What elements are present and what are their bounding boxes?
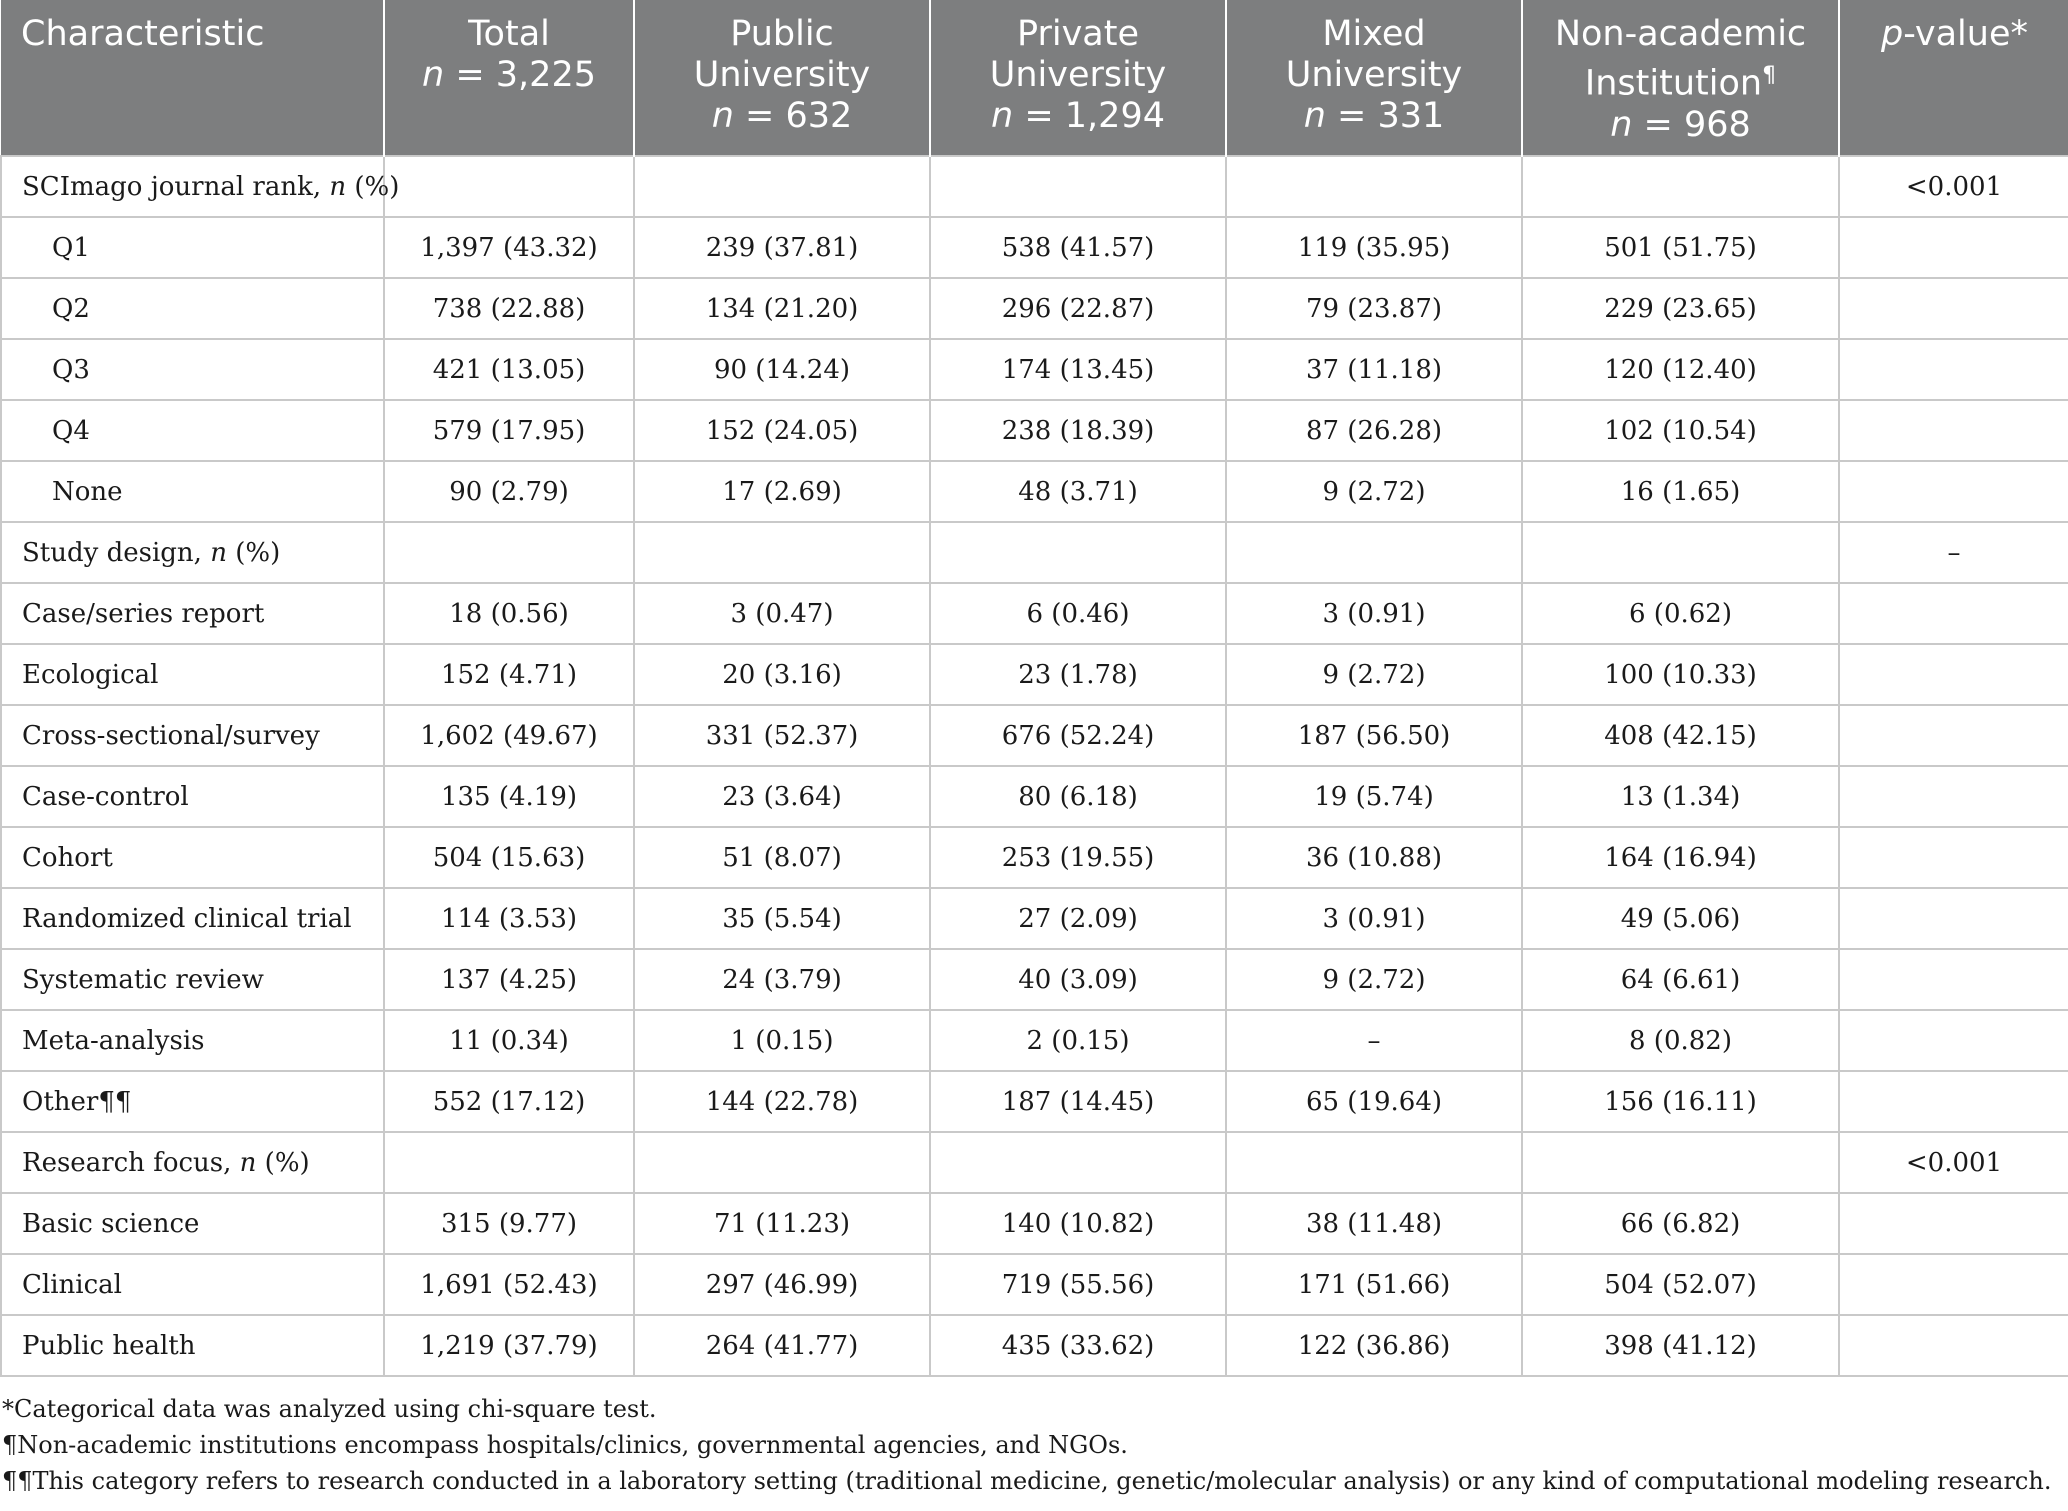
row-label: Case-control: [1, 766, 384, 827]
section-unit-rest: (%): [346, 171, 400, 202]
cell-mixed: 37 (11.18): [1226, 339, 1522, 400]
cell-mixed: 9 (2.72): [1226, 949, 1522, 1010]
cell-private: 187 (14.45): [930, 1071, 1226, 1132]
cell-total: 1,219 (37.79): [384, 1315, 634, 1376]
cell-mixed: 36 (10.88): [1226, 827, 1522, 888]
table-row: [1, 583, 2068, 644]
cell-nonacad: 100 (10.33): [1522, 644, 1839, 705]
empty-cell: [1522, 156, 1839, 217]
cell-mixed: 3 (0.91): [1226, 583, 1522, 644]
cell-nonacad: 504 (52.07): [1522, 1254, 1839, 1315]
cell-total: 421 (13.05): [384, 339, 634, 400]
section-row: [1, 156, 2068, 217]
cell-nonacad: 408 (42.15): [1522, 705, 1839, 766]
cell-public: 297 (46.99): [634, 1254, 930, 1315]
cell-mixed: 3 (0.91): [1226, 888, 1522, 949]
section-label-cell: [1, 522, 384, 583]
cell-private: 23 (1.78): [930, 644, 1226, 705]
cell-mixed: 9 (2.72): [1226, 461, 1522, 522]
header-total: Total n = 3,225: [384, 0, 634, 156]
cell-public: 20 (3.16): [634, 644, 930, 705]
cell-total: 11 (0.34): [384, 1010, 634, 1071]
cell-private: 6 (0.46): [930, 583, 1226, 644]
cell-p-value: [1839, 1254, 2068, 1315]
cell-nonacad: 13 (1.34): [1522, 766, 1839, 827]
table-row: [1, 1010, 2068, 1071]
cell-p-value: [1839, 583, 2068, 644]
row-label: Basic science: [1, 1193, 384, 1254]
empty-cell: [634, 156, 930, 217]
cell-p-value: [1839, 400, 2068, 461]
cell-private: 80 (6.18): [930, 766, 1226, 827]
section-label-cell: [1, 1132, 384, 1193]
cell-total: 315 (9.77): [384, 1193, 634, 1254]
cell-p-value: [1839, 705, 2068, 766]
section-unit-n: n: [239, 1147, 257, 1178]
row-label: Public health: [1, 1315, 384, 1376]
empty-cell: [634, 522, 930, 583]
row-label: Q3: [1, 339, 384, 400]
cell-total: 738 (22.88): [384, 278, 634, 339]
empty-cell: [384, 1132, 634, 1193]
section-p-value: <0.001: [1839, 156, 2068, 217]
footnote-non-academic: ¶Non-academic institutions encompass hospitals/clinics, governmental agencies, and NGOs.: [2, 1431, 1128, 1459]
cell-public: 51 (8.07): [634, 827, 930, 888]
cell-nonacad: 501 (51.75): [1522, 217, 1839, 278]
table-row: [1, 705, 2068, 766]
cell-public: 134 (21.20): [634, 278, 930, 339]
table-header: [1, 0, 2068, 156]
section-label: Research focus,: [22, 1147, 240, 1178]
table-row: [1, 949, 2068, 1010]
table-row: [1, 217, 2068, 278]
cell-total: 152 (4.71): [384, 644, 634, 705]
section-unit-rest: (%): [256, 1147, 310, 1178]
row-label: Randomized clinical trial: [1, 888, 384, 949]
cell-public: 264 (41.77): [634, 1315, 930, 1376]
cell-nonacad: 49 (5.06): [1522, 888, 1839, 949]
section-row: [1, 1132, 2068, 1193]
cell-nonacad: 16 (1.65): [1522, 461, 1839, 522]
empty-cell: [1226, 522, 1522, 583]
cell-private: 253 (19.55): [930, 827, 1226, 888]
cell-nonacad: 64 (6.61): [1522, 949, 1839, 1010]
section-row: [1, 522, 2068, 583]
row-label: Clinical: [1, 1254, 384, 1315]
cell-private: 2 (0.15): [930, 1010, 1226, 1071]
section-label-cell: [1, 156, 400, 217]
cell-nonacad: 156 (16.11): [1522, 1071, 1839, 1132]
table-row: [1, 339, 2068, 400]
cell-mixed: 19 (5.74): [1226, 766, 1522, 827]
cell-mixed: 9 (2.72): [1226, 644, 1522, 705]
section-p-value: <0.001: [1839, 1132, 2068, 1193]
cell-public: 144 (22.78): [634, 1071, 930, 1132]
cell-mixed: 38 (11.48): [1226, 1193, 1522, 1254]
footnote-other-category: ¶¶This category refers to research conducted in a laboratory setting (traditional medicine, genetic/molecular analysis) or any kind of computational modeling research.: [2, 1467, 2052, 1495]
cell-public: 35 (5.54): [634, 888, 930, 949]
cell-nonacad: 229 (23.65): [1522, 278, 1839, 339]
cell-private: 435 (33.62): [930, 1315, 1226, 1376]
cell-p-value: [1839, 644, 2068, 705]
cell-nonacad: 8 (0.82): [1522, 1010, 1839, 1071]
cell-p-value: [1839, 888, 2068, 949]
cell-mixed: 122 (36.86): [1226, 1315, 1522, 1376]
row-label: Q4: [1, 400, 384, 461]
cell-private: 676 (52.24): [930, 705, 1226, 766]
cell-total: 1,691 (52.43): [384, 1254, 634, 1315]
cell-p-value: [1839, 1071, 2068, 1132]
table-row: [1, 888, 2068, 949]
cell-nonacad: 120 (12.40): [1522, 339, 1839, 400]
empty-cell: [930, 522, 1226, 583]
cell-total: 114 (3.53): [384, 888, 634, 949]
cell-nonacad: 66 (6.82): [1522, 1193, 1839, 1254]
empty-cell: [930, 156, 1226, 217]
table-row: [1, 644, 2068, 705]
empty-cell: [384, 156, 634, 217]
table-row: [1, 1315, 2068, 1376]
section-p-value: –: [1839, 522, 2068, 583]
cell-public: 71 (11.23): [634, 1193, 930, 1254]
row-label: Ecological: [1, 644, 384, 705]
cell-p-value: [1839, 949, 2068, 1010]
cell-public: 3 (0.47): [634, 583, 930, 644]
cell-private: 48 (3.71): [930, 461, 1226, 522]
cell-mixed: 87 (26.28): [1226, 400, 1522, 461]
cell-private: 174 (13.45): [930, 339, 1226, 400]
cell-private: 140 (10.82): [930, 1193, 1226, 1254]
section-label: SCImago journal rank,: [22, 171, 330, 202]
cell-public: 1 (0.15): [634, 1010, 930, 1071]
cell-p-value: [1839, 278, 2068, 339]
cell-p-value: [1839, 217, 2068, 278]
empty-cell: [1522, 1132, 1839, 1193]
table-row: [1, 1193, 2068, 1254]
header-mixed-university: Mixed University n = 331: [1226, 0, 1522, 156]
header-characteristic: Characteristic: [1, 0, 384, 156]
cell-public: 90 (14.24): [634, 339, 930, 400]
cell-mixed: –: [1226, 1010, 1522, 1071]
cell-private: 719 (55.56): [930, 1254, 1226, 1315]
cell-mixed: 171 (51.66): [1226, 1254, 1522, 1315]
header-p-value: p-value*: [1839, 0, 2068, 156]
cell-nonacad: 6 (0.62): [1522, 583, 1839, 644]
cell-p-value: [1839, 827, 2068, 888]
cell-total: 90 (2.79): [384, 461, 634, 522]
header-public-university: Public University n = 632: [634, 0, 930, 156]
table-row: [1, 1254, 2068, 1315]
cell-p-value: [1839, 461, 2068, 522]
cell-public: 152 (24.05): [634, 400, 930, 461]
row-label: Other¶¶: [1, 1071, 384, 1132]
empty-cell: [634, 1132, 930, 1193]
section-unit-n: n: [329, 171, 347, 202]
empty-cell: [1226, 1132, 1522, 1193]
cell-public: 239 (37.81): [634, 217, 930, 278]
footnote-chi-square: *Categorical data was analyzed using chi-square test.: [2, 1395, 657, 1423]
empty-cell: [384, 522, 634, 583]
cell-total: 504 (15.63): [384, 827, 634, 888]
cell-mixed: 65 (19.64): [1226, 1071, 1522, 1132]
cell-private: 40 (3.09): [930, 949, 1226, 1010]
table-body: [1, 156, 2068, 1376]
cell-p-value: [1839, 1315, 2068, 1376]
header-non-academic-institution: Non-academic Institution¶ n = 968: [1522, 0, 1839, 156]
cell-total: 18 (0.56): [384, 583, 634, 644]
cell-public: 17 (2.69): [634, 461, 930, 522]
cell-nonacad: 102 (10.54): [1522, 400, 1839, 461]
cell-p-value: [1839, 766, 2068, 827]
cell-total: 1,602 (49.67): [384, 705, 634, 766]
cell-total: 135 (4.19): [384, 766, 634, 827]
cell-mixed: 187 (56.50): [1226, 705, 1522, 766]
empty-cell: [930, 1132, 1226, 1193]
table-row: [1, 278, 2068, 339]
row-label: Case/series report: [1, 583, 384, 644]
cell-total: 579 (17.95): [384, 400, 634, 461]
cell-private: 238 (18.39): [930, 400, 1226, 461]
empty-cell: [1522, 522, 1839, 583]
table-row: [1, 1071, 2068, 1132]
cell-mixed: 79 (23.87): [1226, 278, 1522, 339]
section-unit-n: n: [210, 537, 227, 568]
cell-private: 27 (2.09): [930, 888, 1226, 949]
empty-cell: [1226, 156, 1522, 217]
row-label: Q1: [1, 217, 384, 278]
table-row: [1, 400, 2068, 461]
row-label: Cohort: [1, 827, 384, 888]
cell-p-value: [1839, 1193, 2068, 1254]
table-row: [1, 827, 2068, 888]
cell-public: 24 (3.79): [634, 949, 930, 1010]
cell-nonacad: 164 (16.94): [1522, 827, 1839, 888]
table-row: [1, 461, 2068, 522]
cell-p-value: [1839, 1010, 2068, 1071]
section-label: Study design,: [22, 537, 211, 568]
row-label: Q2: [1, 278, 384, 339]
header-private-university: Private University n = 1,294: [930, 0, 1226, 156]
cell-public: 23 (3.64): [634, 766, 930, 827]
cell-p-value: [1839, 339, 2068, 400]
cell-nonacad: 398 (41.12): [1522, 1315, 1839, 1376]
cell-total: 137 (4.25): [384, 949, 634, 1010]
table-row: [1, 766, 2068, 827]
row-label: None: [1, 461, 384, 522]
footnotes: [0, 1391, 2068, 1499]
cell-mixed: 119 (35.95): [1226, 217, 1522, 278]
cell-private: 538 (41.57): [930, 217, 1226, 278]
row-label: Meta-analysis: [1, 1010, 384, 1071]
cell-public: 331 (52.37): [634, 705, 930, 766]
section-unit-rest: (%): [226, 537, 281, 568]
cell-private: 296 (22.87): [930, 278, 1226, 339]
cell-total: 552 (17.12): [384, 1071, 634, 1132]
row-label: Systematic review: [1, 949, 384, 1010]
row-label: Cross-sectional/survey: [1, 705, 384, 766]
cell-total: 1,397 (43.32): [384, 217, 634, 278]
